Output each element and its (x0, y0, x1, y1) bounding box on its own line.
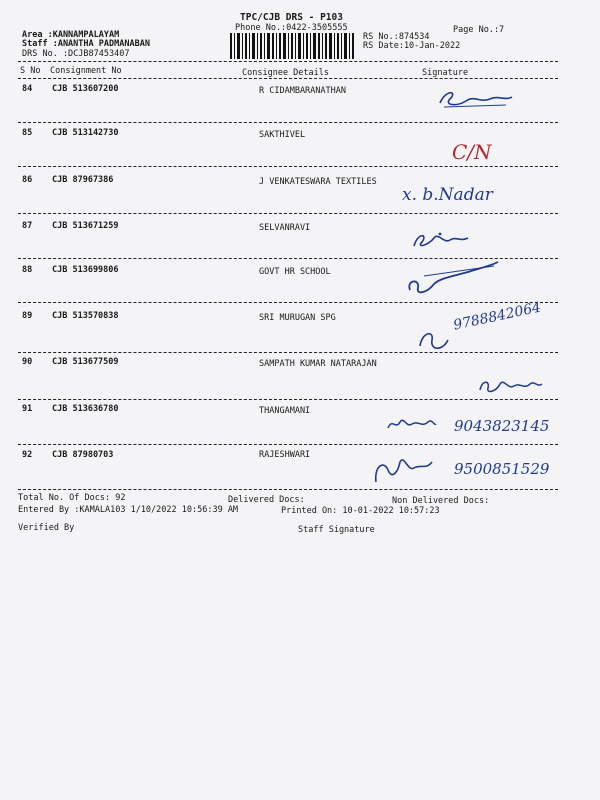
column-consignee: Consignee Details (242, 68, 329, 78)
signature-phone: 9788842064 (452, 299, 543, 334)
signature-image (404, 256, 504, 300)
staff-signature: Staff Signature (298, 525, 375, 535)
signature-image (370, 452, 436, 488)
column-signature: Signature (422, 68, 469, 78)
row-divider (18, 399, 558, 400)
delivered-docs: Delivered Docs: (228, 495, 305, 505)
row-consignee: SRI MURUGAN SPG (259, 313, 336, 323)
row-divider (18, 302, 558, 303)
row-sno: 92 (22, 450, 33, 460)
rs-date: RS Date:10-Jan-2022 (363, 41, 461, 51)
signature-phone: 9500851529 (454, 460, 550, 478)
column-sno: S No (20, 66, 41, 76)
row-consignee: SAMPATH KUMAR NATARAJAN (259, 359, 377, 369)
row-divider (18, 166, 558, 167)
drs-number: DRS No. :DCJB87453407 (22, 49, 130, 59)
row-consignment: CJB 513671259 (52, 221, 119, 231)
row-consignment: CJB 87967386 (52, 175, 114, 185)
non-delivered-docs: Non Delivered Docs: (392, 496, 490, 506)
phone-number: Phone No.:0422-3505555 (235, 23, 348, 33)
staff-label: Staff :ANANTHA PADMANABAN (22, 39, 150, 49)
header-divider-bottom (18, 78, 558, 79)
signature-image (386, 412, 438, 436)
row-consignee: J VENKATESWARA TEXTILES (259, 177, 377, 187)
signature-image (410, 226, 480, 256)
row-consignment: CJB 513570838 (52, 311, 119, 321)
row-sno: 88 (22, 265, 33, 275)
signature-text: x. b.Nadar (402, 185, 493, 205)
barcode-graphic (230, 33, 355, 59)
row-sno: 85 (22, 128, 33, 138)
printed-on: Printed On: 10-01-2022 10:57:23 (281, 506, 440, 516)
row-consignment: CJB 513699806 (52, 265, 119, 275)
row-consignment: CJB 513142730 (52, 128, 119, 138)
row-sno: 89 (22, 311, 33, 321)
page-number: Page No.:7 (453, 25, 505, 35)
row-consignee: SAKTHIVEL (259, 130, 306, 140)
row-divider (18, 444, 558, 445)
row-consignee: THANGAMANI (259, 406, 311, 416)
entered-by: Entered By :KAMALA103 1/10/2022 10:56:39 AM (18, 505, 239, 515)
signature-phone: 9043823145 (454, 417, 550, 435)
area-label: Area :KANNAMPALAYAM (22, 30, 120, 40)
row-sno: 91 (22, 404, 33, 414)
rs-number: RS No.:874534 (363, 32, 430, 42)
row-consignee: GOVT HR SCHOOL (259, 267, 331, 277)
verified-by: Verified By (18, 523, 75, 533)
row-consignment: CJB 513677509 (52, 357, 119, 367)
row-divider (18, 122, 558, 123)
row-consignment: CJB 513607200 (52, 84, 119, 94)
row-divider (18, 213, 558, 214)
row-sno: 87 (22, 221, 33, 231)
row-consignment: CJB 513636780 (52, 404, 119, 414)
column-consignment: Consignment No (50, 66, 122, 76)
signature-image (476, 372, 546, 398)
row-sno: 90 (22, 357, 33, 367)
row-consignee: R CIDAMBARANATHAN (259, 86, 346, 96)
row-divider (18, 352, 558, 353)
total-docs: Total No. Of Docs: 92 (18, 493, 126, 503)
signature-image (436, 85, 516, 115)
row-divider (18, 489, 558, 490)
barcode (230, 33, 355, 59)
row-sno: 86 (22, 175, 33, 185)
header-divider-top (18, 61, 558, 62)
row-consignee: RAJESHWARI (259, 450, 311, 460)
document-title: TPC/CJB DRS - P103 (240, 12, 343, 23)
row-sno: 84 (22, 84, 33, 94)
signature-text: C/N (452, 140, 492, 164)
row-consignment: CJB 87980703 (52, 450, 114, 460)
row-consignee: SELVANRAVI (259, 223, 311, 233)
